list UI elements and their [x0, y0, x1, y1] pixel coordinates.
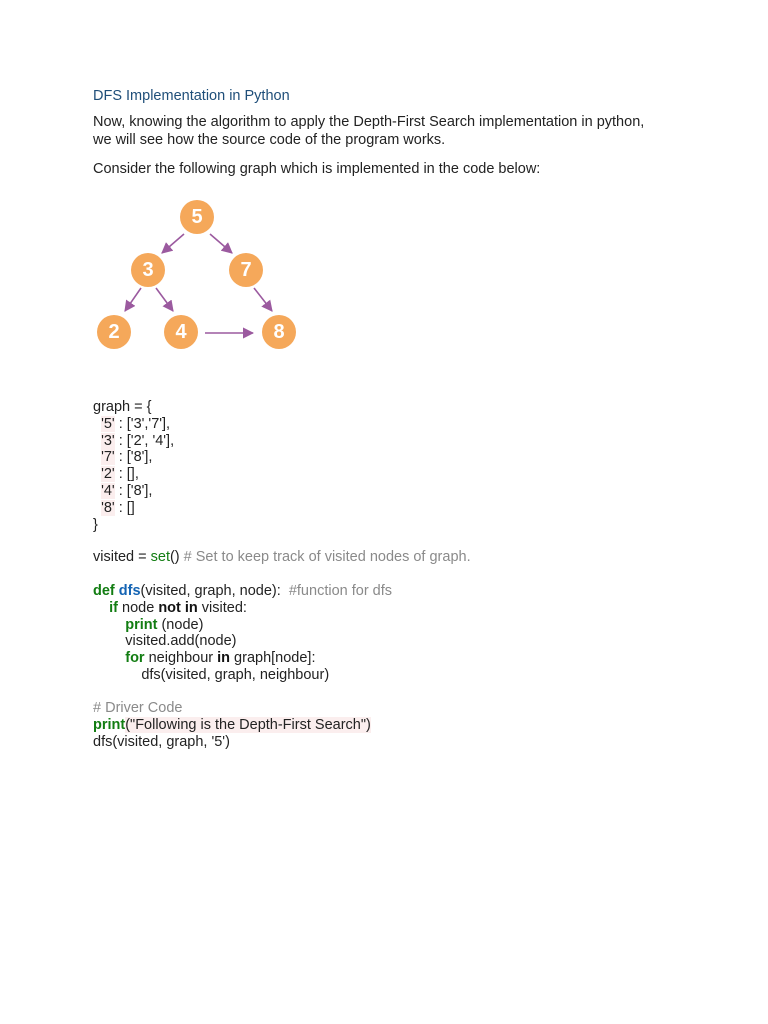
visited-code-line: visited = set() # Set to keep track of visited nodes of graph.: [93, 549, 471, 565]
node-4: [164, 315, 198, 349]
code-line: print (node): [125, 616, 204, 633]
code-line: print("Following is the Depth-First Search"): [93, 716, 371, 733]
code-line: graph = {: [93, 399, 152, 415]
code-line: dfs(visited, graph, neighbour): [141, 666, 330, 683]
dfs-function-code: [93, 583, 392, 684]
edge-7-8: [254, 288, 272, 311]
node-3: [131, 253, 165, 287]
edge-5-7: [210, 234, 232, 253]
graph-definition-code: [93, 399, 174, 533]
code-line: '4' : ['8'],: [101, 482, 153, 499]
code-line: '2' : [],: [101, 466, 139, 483]
node-7: [229, 253, 263, 287]
code-line: # Driver Code: [93, 700, 183, 716]
code-line: }: [93, 516, 98, 533]
node-5: [180, 200, 214, 234]
svg-text:5: 5: [191, 206, 203, 228]
code-line: dfs(visited, graph, '5'): [93, 733, 230, 750]
graph-diagram: [90, 196, 320, 366]
code-line: if node not in visited:: [109, 599, 247, 616]
code-line: def dfs(visited, graph, node): #function for dfs: [93, 583, 393, 599]
svg-text:4: 4: [175, 321, 187, 343]
edge-3-4: [156, 288, 173, 311]
intro-paragraph: Now, knowing the algorithm to apply the Depth-First Search implementation in python, we will see how the source code of the program works.: [93, 114, 645, 148]
node-8: [262, 315, 296, 349]
node-2: [97, 315, 131, 349]
code-line: for neighbour in graph[node]:: [125, 650, 316, 667]
code-line: '8' : []: [101, 499, 135, 516]
edge-5-3: [162, 234, 184, 253]
code-line: visited.add(node): [125, 633, 237, 650]
svg-text:3: 3: [142, 259, 154, 281]
driver-code: [93, 700, 371, 750]
edge-3-2: [125, 288, 141, 311]
code-line: '7' : ['8'],: [101, 449, 153, 466]
code-line: '3' : ['2', '4'],: [101, 432, 175, 449]
svg-text:8: 8: [273, 321, 285, 343]
code-line: '5' : ['3','7'],: [101, 415, 171, 432]
consider-paragraph: Consider the following graph which is implemented in the code below:: [93, 161, 541, 177]
svg-text:7: 7: [240, 259, 252, 281]
section-heading: DFS Implementation in Python: [93, 88, 290, 104]
svg-text:2: 2: [108, 321, 120, 343]
